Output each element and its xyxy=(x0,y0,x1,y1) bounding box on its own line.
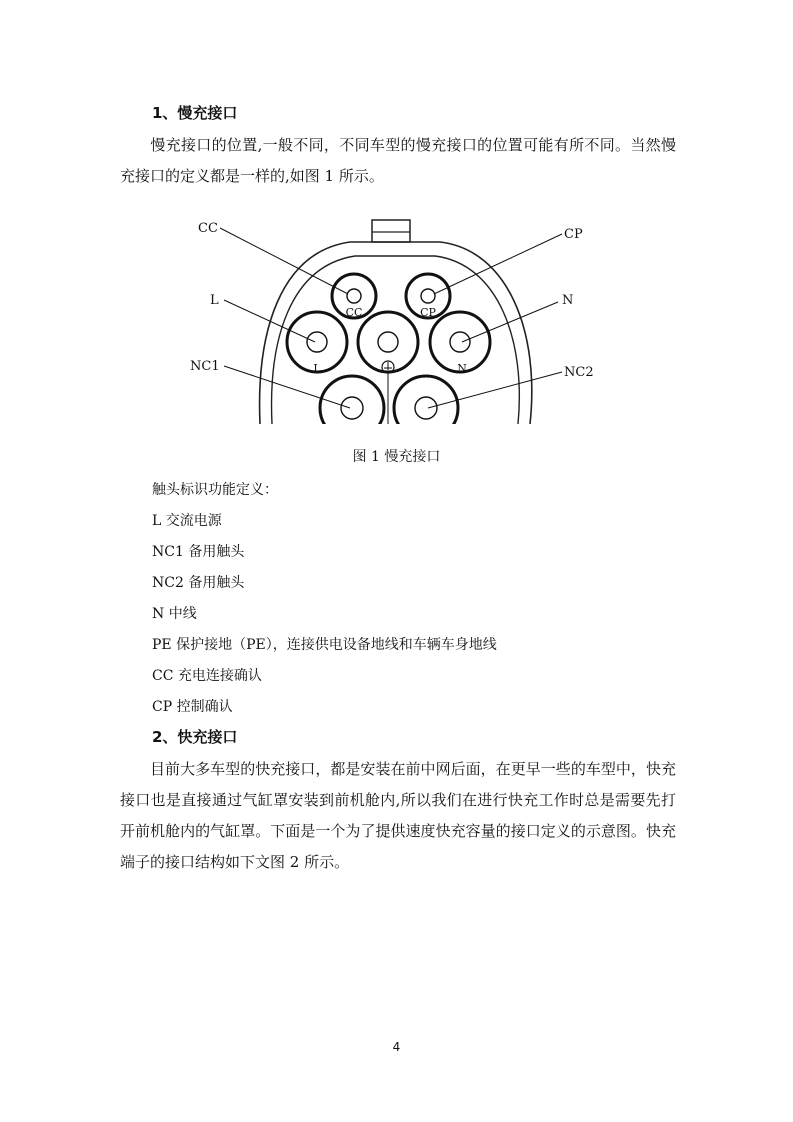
slow-charge-connector-figure xyxy=(190,212,610,424)
section1-heading: 1、慢充接口 xyxy=(152,104,238,122)
callout-n: N xyxy=(562,293,574,308)
pin-label-cc: CC xyxy=(345,306,363,319)
pin-nc1 xyxy=(320,376,384,424)
section2-heading: 2、快充接口 xyxy=(152,728,238,746)
definition-item: PE 保护接地（PE），连接供电设备地线和车辆车身地线 xyxy=(152,637,497,653)
definition-item: CP 控制确认 xyxy=(152,699,233,715)
callout-l: L xyxy=(210,293,219,308)
callout-nc1: NC1 xyxy=(190,359,220,374)
section2-paragraph: 目前大多车型的快充接口，都是安装在前中网后面，在更早一些的车型中，快充接口也是直接通过气缸罩安装到前机舱内,所以我们在进行快充工作时总是需要先打开前机舱内的气缸罩。下面是一个为了提供速度快充容量的接口定义的示意图。快充端子的接口结构如下文图 2 所示。 xyxy=(120,760,676,871)
page-number: 4 xyxy=(392,1040,401,1054)
definition-item: N 中线 xyxy=(152,606,197,622)
section1-paragraph: 慢充接口的位置,一般不同，不同车型的慢充接口的位置可能有所不同。当然慢充接口的定义都是一样的,如图 1 所示。 xyxy=(120,136,676,185)
pin-label-cp: CP xyxy=(420,306,436,319)
figure1-caption: 图 1 慢充接口 xyxy=(352,449,441,465)
pin-label-n: N xyxy=(457,362,467,375)
definition-item: CC 充电连接确认 xyxy=(152,668,262,684)
callout-cp: CP xyxy=(564,227,583,242)
latch-tab xyxy=(372,220,410,242)
callout-nc2: NC2 xyxy=(564,365,594,380)
definitions-intro: 触头标识功能定义： xyxy=(152,482,278,498)
callout-cc: CC xyxy=(198,221,218,236)
definition-item: NC1 备用触头 xyxy=(152,544,245,560)
definition-item: NC2 备用触头 xyxy=(152,575,245,591)
pin-nc2 xyxy=(394,376,458,424)
definition-item: L 交流电源 xyxy=(152,513,222,529)
pin-label-l: L xyxy=(313,362,321,375)
